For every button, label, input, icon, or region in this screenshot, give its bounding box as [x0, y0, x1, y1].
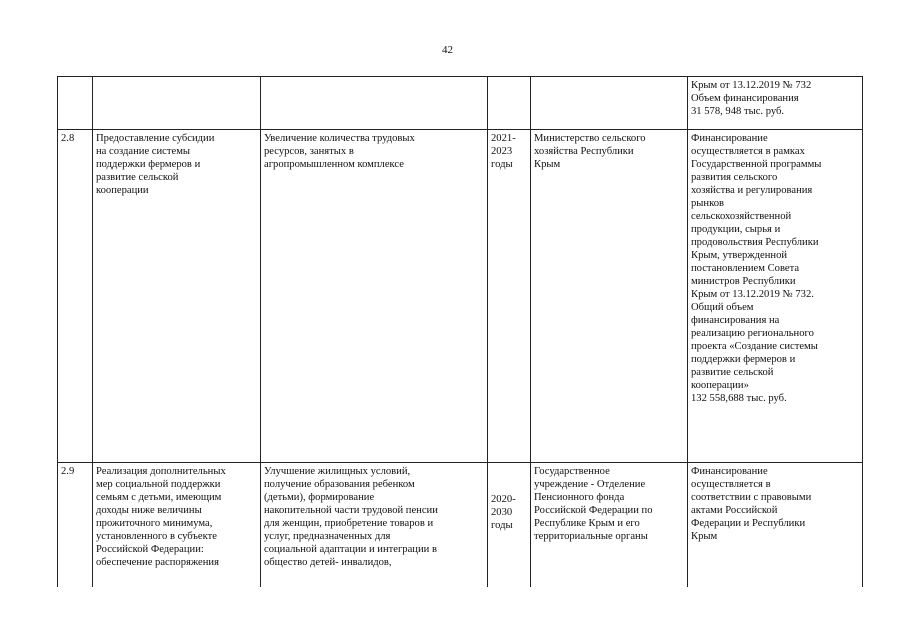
- cell-expected-result: Улучшение жилищных условий, получение образования ребенком (детьми), формирование накопительной части трудовой пенсии для женщин, приобретение товаров и услуг, предназначенных для социальной адаптации и интеграции в общество детей- инвалидов,: [261, 463, 488, 588]
- cell-activity-name: Предоставление субсидии на создание системы поддержки фермеров и развитие сельской кооперации: [93, 130, 261, 463]
- cell-years: 2020- 2030 годы: [488, 463, 531, 588]
- cell-executor: Государственное учреждение - Отделение Пенсионного фонда Российской Федерации по Республике Крым и его территориальные органы: [531, 463, 688, 588]
- cell-expected-result: [261, 77, 488, 130]
- table-row-2-9: [58, 463, 863, 588]
- cell-activity-name: [93, 77, 261, 130]
- cell-number: [58, 77, 93, 130]
- cell-number: 2.9: [58, 463, 93, 588]
- cell-financing: Финансирование осуществляется в соответствии с правовыми актами Российской Федерации и Республики Крым: [688, 463, 863, 588]
- cell-number: 2.8: [58, 130, 93, 463]
- table-row-2-8: [58, 130, 863, 463]
- program-activities-table: [57, 76, 863, 587]
- cell-financing: Финансирование осуществляется в рамках Государственной программы развития сельского хозяйства и регулирования рынков сельскохозяйственной продукции, сырья и продовольствия Республики Крым, утвержденной постановлением Совета министров Республики Крым от 13.12.2019 № 732. Общий объем финансирования на реализацию регионального проекта «Создание системы поддержки фермеров и развитие сельской кооперации» 132 558,688 тыс. руб.: [688, 130, 863, 463]
- cell-expected-result: Увеличение количества трудовых ресурсов, занятых в агропромышленном комплексе: [261, 130, 488, 463]
- cell-executor: [531, 77, 688, 130]
- cell-executor: Министерство сельского хозяйства Республики Крым: [531, 130, 688, 463]
- cell-financing: Крым от 13.12.2019 № 732 Объем финансирования 31 578, 948 тыс. руб.: [688, 77, 863, 130]
- cell-years: [488, 77, 531, 130]
- cell-activity-name: Реализация дополнительных мер социальной поддержки семьям с детьми, имеющим доходы ниже величины прожиточного минимума, установленного в субъекте Российской Федерации: обеспечение распоряжения: [93, 463, 261, 588]
- table-row-continuation: [58, 77, 863, 130]
- cell-years: 2021- 2023 годы: [488, 130, 531, 463]
- page-number: 42: [442, 44, 453, 56]
